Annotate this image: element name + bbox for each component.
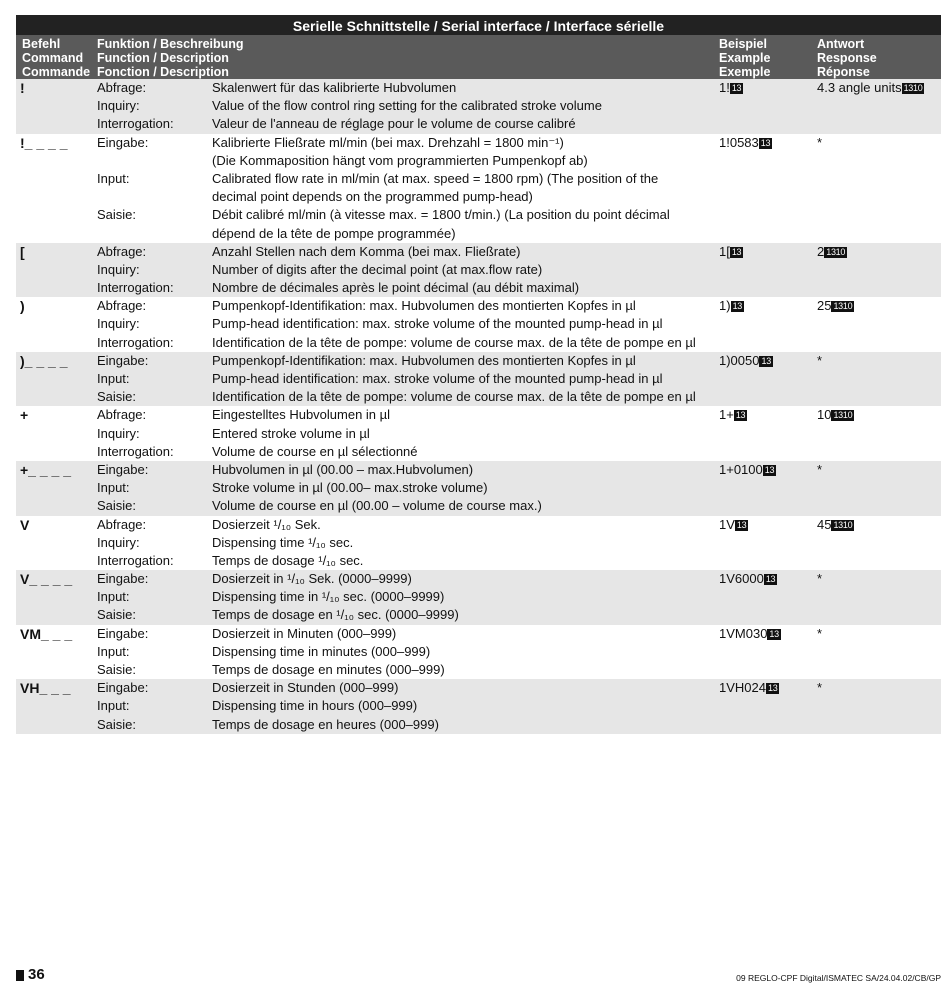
example-cell — [719, 352, 773, 370]
line-description: Dosierzeit in ¹/₁₀ Sek. (0000–9999) — [212, 571, 412, 587]
row-line — [16, 552, 941, 570]
line-description: Volume de course en µl sélectionné — [212, 443, 418, 459]
command-code: + — [20, 407, 29, 424]
line-description: Identification de la tête de pompe: volume de course max. de la tête de pompe en µl — [212, 334, 696, 350]
table-row — [16, 679, 941, 734]
command-table — [16, 15, 941, 734]
row-line — [16, 606, 941, 624]
control-code-badge: 1310 — [826, 246, 846, 257]
response-text: 45 — [817, 516, 832, 532]
row-line — [16, 425, 941, 443]
row-line — [16, 261, 941, 279]
line-description: Dispensing time in minutes (000–999) — [212, 643, 431, 659]
line-label: Inquiry: — [97, 261, 140, 277]
control-code-badge: 13 — [731, 83, 742, 93]
row-line — [16, 206, 941, 224]
row-line — [16, 461, 941, 479]
example-cell — [719, 570, 777, 588]
line-description: Dosierzeit in Minuten (000–999) — [212, 625, 397, 641]
row-line — [16, 79, 941, 97]
row-line — [16, 570, 941, 588]
row-line — [16, 388, 941, 406]
command-code: ! — [20, 80, 25, 96]
line-label: Saisie: — [97, 207, 137, 223]
line-description: Nombre de décimales après le point décimal (au débit maximal) — [212, 280, 580, 296]
table-body — [16, 79, 941, 734]
row-line — [16, 479, 941, 497]
example-text: 1V — [719, 516, 735, 532]
table-row — [16, 461, 941, 516]
row-line — [16, 625, 941, 643]
example-text: 1)0050 — [719, 352, 760, 368]
header-response: Antwort Response Réponse — [817, 37, 877, 79]
row-line — [16, 497, 941, 515]
line-label: Saisie: — [97, 498, 137, 514]
line-label: Abfrage: — [97, 243, 147, 259]
command-code: VH_ _ _ — [20, 680, 71, 697]
response-text: * — [817, 352, 823, 368]
example-text: 1) — [719, 298, 731, 314]
row-line — [16, 170, 941, 188]
line-label: Interrogation: — [97, 116, 174, 132]
command-code: V_ _ _ _ — [20, 571, 73, 588]
line-label: Input: — [97, 698, 130, 714]
line-label: Abfrage: — [97, 516, 147, 532]
command-code: +_ _ _ _ — [20, 461, 71, 478]
table-row — [16, 134, 941, 243]
row-line — [16, 443, 941, 461]
row-line — [16, 406, 941, 424]
control-code-badge: 13 — [767, 683, 778, 694]
line-label: Input: — [97, 643, 130, 659]
response-text: * — [817, 625, 823, 641]
row-line — [16, 352, 941, 370]
example-cell — [719, 625, 781, 643]
row-line — [16, 243, 941, 261]
row-line — [16, 97, 941, 115]
example-cell — [719, 243, 743, 261]
line-label: Input: — [97, 480, 130, 496]
response-cell — [817, 516, 854, 534]
command-code: ) — [20, 298, 25, 315]
row-line — [16, 134, 941, 152]
control-code-badge: 13 — [769, 628, 779, 639]
response-text: 2 — [817, 243, 825, 259]
row-line — [16, 679, 941, 697]
example-cell — [719, 79, 743, 97]
row-line — [16, 588, 941, 606]
response-cell — [817, 134, 822, 152]
example-text: 1+0100 — [719, 461, 763, 477]
line-description: Skalenwert für das kalibrierte Hubvolumen — [212, 80, 457, 95]
row-line — [16, 225, 941, 243]
line-label: Input: — [97, 371, 130, 386]
line-label: Inquiry: — [97, 316, 140, 332]
line-label: Input: — [97, 170, 130, 186]
line-label: Eingabe: — [97, 461, 149, 477]
line-description: Volume de course en µl (00.00 – volume de course max.) — [212, 498, 542, 514]
line-label: Saisie: — [97, 607, 137, 623]
line-label: Eingabe: — [97, 680, 149, 696]
line-description: Value of the flow control ring setting for the calibrated stroke volume — [212, 98, 602, 114]
page-number: 36 — [28, 966, 45, 983]
control-code-badge: 13 — [732, 301, 742, 312]
header-command: Befehl Command Commande — [22, 37, 91, 79]
table-title: Serielle Schnittstelle / Serial interface / Interface sérielle — [16, 15, 941, 35]
line-label: Inquiry: — [97, 98, 140, 114]
response-cell — [817, 570, 822, 588]
example-cell — [719, 406, 747, 424]
response-cell — [817, 461, 822, 479]
command-code: VM_ _ _ — [20, 625, 73, 642]
line-label: Abfrage: — [97, 407, 147, 423]
row-line — [16, 188, 941, 206]
line-description: Identification de la tête de pompe: volume de course max. de la tête de pompe en µl — [212, 389, 696, 405]
line-description: Kalibrierte Fließrate ml/min (bei max. Drehzahl = 1800 min⁻¹) — [212, 134, 564, 150]
row-line — [16, 279, 941, 297]
line-label: Input: — [97, 589, 130, 605]
response-text: * — [817, 461, 823, 477]
table-row — [16, 297, 941, 352]
response-text: 10 — [817, 407, 832, 423]
line-description: Temps de dosage en minutes (000–999) — [212, 662, 445, 677]
page-marker — [16, 970, 24, 981]
row-line — [16, 334, 941, 352]
line-description: Eingestelltes Hubvolumen in µl — [212, 407, 391, 423]
line-description: decimal point depends on the programmed pump-head) — [212, 189, 533, 205]
response-cell — [817, 352, 822, 370]
line-label: Interrogation: — [97, 280, 174, 296]
control-code-badge: 13 — [764, 464, 775, 475]
line-label: Eingabe: — [97, 352, 149, 368]
response-text: 25 — [817, 298, 832, 314]
command-code: [ — [20, 243, 25, 260]
response-cell — [817, 406, 854, 424]
line-description: Pumpenkopf-Identifikation: max. Hubvolumen des montierten Kopfes in µl — [212, 352, 636, 368]
line-label: Eingabe: — [97, 571, 149, 587]
line-description: Pump-head identification: max. stroke volume of the mounted pump-head in µl — [212, 316, 663, 332]
example-text: 1!0583 — [719, 134, 759, 150]
line-label: Inquiry: — [97, 425, 140, 441]
row-line — [16, 697, 941, 715]
page-footer — [16, 966, 941, 986]
control-code-badge: 1310 — [833, 301, 853, 312]
control-code-badge: 13 — [765, 574, 776, 585]
line-description: Calibrated flow rate in ml/min (at max. speed = 1800 rpm) (The position of the — [212, 170, 659, 186]
line-description: Temps de dosage en heures (000–999) — [212, 716, 439, 732]
control-code-badge: 13 — [731, 246, 742, 257]
line-description: Temps de dosage ¹/₁₀ sec. — [212, 552, 364, 568]
document-code: 09 REGLO-CPF Digital/ISMATEC SA/24.04.02/CB/GP — [736, 973, 941, 983]
line-description: Entered stroke volume in µl — [212, 425, 370, 441]
row-line — [16, 297, 941, 315]
example-text: 1VM030 — [719, 625, 768, 641]
table-row — [16, 79, 941, 134]
table-row — [16, 570, 941, 625]
row-line — [16, 115, 941, 133]
line-label: Interrogation: — [97, 334, 174, 350]
command-code: )_ _ _ _ — [20, 352, 68, 369]
response-cell — [817, 79, 924, 97]
line-description: Dispensing time in ¹/₁₀ sec. (0000–9999) — [212, 589, 445, 605]
response-text: * — [817, 134, 823, 150]
line-description: (Die Kommaposition hängt vom programmierten Pumpenkopf ab) — [212, 152, 588, 168]
line-label: Eingabe: — [97, 134, 149, 150]
line-label: Abfrage: — [97, 298, 147, 314]
table-row — [16, 625, 941, 680]
line-label: Saisie: — [97, 716, 137, 732]
line-label: Inquiry: — [97, 534, 140, 550]
line-label: Eingabe: — [97, 625, 149, 641]
response-text: * — [817, 680, 823, 696]
example-cell — [719, 134, 772, 152]
line-description: dépend de la tête de pompe programmée) — [212, 225, 456, 241]
line-description: Dispensing time ¹/₁₀ sec. — [212, 534, 354, 550]
row-line — [16, 315, 941, 333]
response-cell — [817, 625, 822, 643]
control-code-badge: 1310 — [903, 83, 923, 93]
line-description: Valeur de l'anneau de réglage pour le volume de course calibré — [212, 116, 576, 132]
response-cell — [817, 679, 822, 697]
header-example: Beispiel Example Exemple — [719, 37, 771, 79]
row-line — [16, 661, 941, 679]
row-line — [16, 534, 941, 552]
line-description: Anzahl Stellen nach dem Komma (bei max. Fließrate) — [212, 243, 521, 259]
table-header — [16, 35, 941, 79]
row-line — [16, 370, 941, 388]
table-row — [16, 516, 941, 571]
example-cell — [719, 461, 776, 479]
line-description: Dispensing time in hours (000–999) — [212, 698, 418, 714]
line-description: Hubvolumen in µl (00.00 – max.Hubvolumen) — [212, 461, 474, 477]
line-label: Saisie: — [97, 662, 137, 677]
example-cell — [719, 516, 748, 534]
table-row — [16, 243, 941, 298]
line-description: Dosierzeit in Stunden (000–999) — [212, 680, 399, 696]
line-description: Débit calibré ml/min (à vitesse max. = 1800 t/min.) (La position du point décimal — [212, 207, 670, 223]
line-label: Interrogation: — [97, 443, 174, 459]
line-description: Stroke volume in µl (00.00– max.stroke volume) — [212, 480, 488, 496]
line-description: Pumpenkopf-Identifikation: max. Hubvolumen des montierten Kopfes in µl — [212, 298, 636, 314]
line-label: Abfrage: — [97, 80, 147, 95]
control-code-badge: 13 — [735, 410, 746, 421]
row-line — [16, 716, 941, 734]
command-code: !_ _ _ _ — [20, 134, 68, 151]
control-code-badge: 1310 — [833, 410, 853, 421]
example-text: 1+ — [719, 407, 734, 423]
example-text: 1[ — [719, 243, 730, 259]
example-cell — [719, 679, 779, 697]
table-row — [16, 406, 941, 461]
line-description: Pump-head identification: max. stroke volume of the mounted pump-head in µl — [212, 371, 663, 386]
line-description: Number of digits after the decimal point (at max.flow rate) — [212, 261, 543, 277]
response-cell — [817, 297, 854, 315]
line-label: Interrogation: — [97, 552, 174, 568]
table-row — [16, 352, 941, 407]
example-text: 1VH024 — [719, 680, 766, 696]
command-code: V — [20, 516, 30, 533]
control-code-badge: 13 — [760, 137, 771, 148]
line-description: Dosierzeit ¹/₁₀ Sek. — [212, 516, 321, 532]
example-cell — [719, 297, 744, 315]
control-code-badge: 13 — [736, 519, 747, 530]
response-text: 4.3 angle units — [817, 80, 902, 95]
response-cell — [817, 243, 847, 261]
line-description: Temps de dosage en ¹/₁₀ sec. (0000–9999) — [212, 607, 459, 623]
example-text: 1! — [719, 80, 730, 95]
row-line — [16, 516, 941, 534]
line-label: Saisie: — [97, 389, 137, 405]
row-line — [16, 643, 941, 661]
control-code-badge: 1310 — [833, 519, 853, 530]
control-code-badge: 13 — [761, 355, 771, 366]
example-text: 1V6000 — [719, 571, 764, 587]
response-text: * — [817, 571, 823, 587]
row-line — [16, 152, 941, 170]
header-function: Funktion / Beschreibung Function / Description Fonction / Description — [97, 37, 244, 79]
